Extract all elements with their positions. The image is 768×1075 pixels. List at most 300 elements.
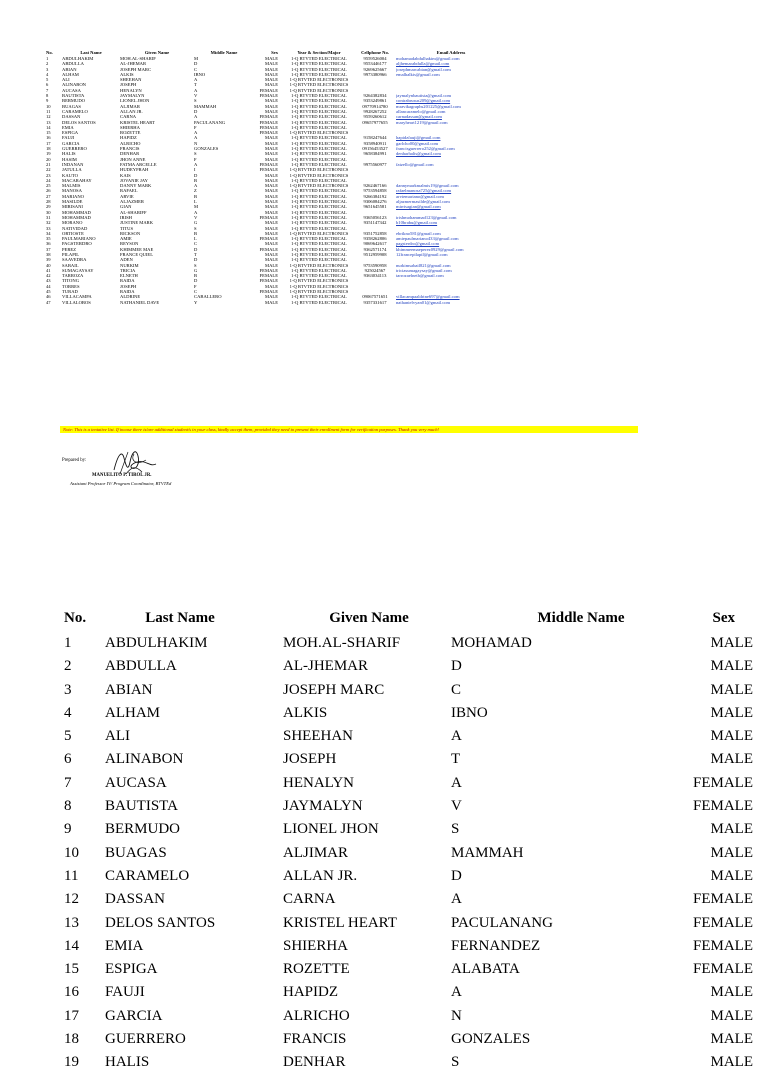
last-name-cell: HALIS [62,151,76,157]
cellphone-cell: 9306084276 [363,199,387,205]
email-cell[interactable]: francisguerrero252@gmail.com [396,146,455,152]
last-name-cell: JATULLA [62,167,82,173]
middle-name-cell: PACULANANG [451,914,553,931]
year-section-cell: 1-Q BTVTED ELECTRICAL [291,220,347,226]
table-row [0,725,768,748]
year-section-cell: 1-Q BTVTED ELECTRICAL [291,93,347,99]
given-name-cell: CARNA [283,891,336,908]
last-name-cell: GUERRERO [105,1031,186,1048]
sex-cell: FEMALE [259,278,278,284]
middle-name-cell: B [194,230,198,236]
year-section-cell: 1-Q BTVTED ELECTRICAL [291,71,347,77]
table-row [0,772,768,795]
cellphone-cell: 9928267252 [363,108,387,114]
email-cell[interactable]: irishmohammad123@gmail.com [396,214,457,220]
row-number-cell: 8 [46,93,49,99]
header-sex: Sex [271,50,278,55]
given-name-cell: SHEEHAN [120,77,142,83]
row-number-cell: 5 [46,77,49,83]
row-number-cell: 13 [64,914,79,931]
signatory-title: Assistant Professor IV/ Program Coordinator, BTVTEd [70,481,172,486]
cellphone-cell: 9512959908 [363,251,387,257]
cellphone-cell: 9753594858 [363,188,387,194]
given-name-cell: KRISTEL HEART [283,914,397,931]
sex-cell: MALE [710,867,753,884]
year-section-cell: 1-Q BTVTED ELECTRONICS [289,82,349,88]
cellphone-cell: 09657977655 [362,119,388,125]
email-cell[interactable]: triciasumagaysay@gmail.com [396,267,452,273]
sex-cell: MALE [264,61,278,67]
last-name-cell: TARROZA [62,273,84,279]
given-name-cell: NURKIM [120,262,139,268]
email-cell[interactable]: b10brabu@gmail.com [396,220,438,226]
given-name-cell: AL-JHEMAR [283,658,368,675]
email-cell[interactable]: aljazmermasilde@gmail.com [396,199,450,205]
email-cell[interactable]: tarrozaelneth@gmail.com [396,273,444,279]
middle-name-cell: V [451,798,462,815]
middle-name-cell: V [194,93,198,99]
email-cell[interactable]: dannymarkmalmis19@gmail.com [396,183,459,189]
year-section-cell: 1-Q BTVTED ELECTRONICS [289,262,349,268]
table-row [0,795,768,818]
last-name-cell: DASSAN [62,114,81,120]
cellphone-cell: 9266384192 [363,193,387,199]
row-number-cell: 14 [46,124,51,130]
last-name-cell: FAUJI [105,984,145,1001]
year-section-cell: 1-Q BTVTED ELECTRICAL [291,267,347,273]
email-cell[interactable]: villacampaaldrine697@gmail.com [396,294,460,300]
year-section-cell: 1-Q BTVTED ELECTRICAL [291,98,347,104]
middle-name-cell: T [451,751,461,768]
email-cell[interactable]: ebrikno581@gmail.com [396,230,441,236]
row-number-cell: 38 [46,251,51,257]
year-section-cell: 1-Q BTVTED ELECTRICAL [291,66,347,72]
middle-name-cell: L [194,236,197,242]
middle-name-cell: MOHAMAD [451,635,532,651]
sex-cell: MALE [264,257,278,263]
row-number-cell: 11 [46,108,51,114]
given-name-cell: LIONEL JHON [120,98,150,104]
given-name-cell: ALJAZMER [120,199,144,205]
middle-name-cell: L [194,199,197,205]
email-cell[interactable]: nurkimsabail821@gmail.com [396,262,451,268]
year-section-cell: 1-Q BTVTED ELECTRONICS [289,172,349,178]
email-cell[interactable]: jaymalynbautista@gmail.com [396,93,452,99]
year-section-cell: 1-Q BTVTED ELECTRONICS [289,87,349,93]
year-section-cell: 1-Q BTVTED ELECTRONICS [289,283,349,289]
middle-name-cell: CABALLERO [194,294,222,300]
year-section-cell: 1-Q BTVTED ELECTRICAL [291,251,347,257]
middle-name-cell: D [194,278,198,284]
sex-cell: MALE [710,704,753,721]
tentative-list-note: Note: This is a tentative list. If incase there is/are additional student/s in your class, kindly accept them, provided they need to present their enrollment form for verification purposes. Thank you very much! [60,426,638,433]
given-name-cell: FRANCE QUIEL [120,251,154,257]
email-cell[interactable]: mirrisagian@gmail.com [396,204,441,210]
table-row [0,888,768,911]
year-section-cell: 1-Q BTVTED ELECTRICAL [291,188,347,194]
year-section-cell: 1-Q BTVTED ELECTRICAL [291,199,347,205]
middle-name-cell: C [194,241,198,247]
given-name-cell: MOH.AL-SHARIF [120,56,156,61]
middle-name-cell: S [451,1054,460,1071]
sex-cell: FEMALE [259,119,278,125]
row-number-cell: 31 [46,214,51,220]
email-cell[interactable]: denharhalis@gmail.com [396,151,441,157]
year-section-cell: 1-Q BTVTED ELECTRICAL [291,294,347,300]
header-last-name: Last Name [80,50,102,55]
given-name-cell: DANNY MARK [120,183,152,189]
row-number-cell: 15 [64,961,79,978]
sex-cell: FEMALE [259,93,278,99]
given-name-cell: HAPIDZ [283,984,338,1001]
year-section-cell: 1-Q BTVTED ELECTRICAL [291,257,347,263]
row-number-cell: 23 [46,172,51,178]
middle-name-cell: F [194,124,197,130]
middle-name-cell: A [194,87,198,93]
email-cell[interactable]: allancaramelo@gmail.com [396,108,446,114]
cellphone-cell: 9358262806 [363,236,387,242]
small-student-table [42,50,602,305]
email-cell[interactable]: garlcho00@gmail.com [396,140,439,146]
email-cell[interactable]: emalhalkis@gmail.com [396,71,440,77]
last-name-cell: PEREZ [62,246,77,252]
header-year-section: Year & Section/Major [297,50,341,55]
last-name-cell: BAUTISTA [62,93,85,99]
year-section-cell: 1-Q BTVTED ELECTRONICS [289,289,349,295]
sex-cell: MALE [264,172,278,178]
row-number-cell: 7 [64,774,72,791]
table-row [0,632,768,655]
given-name-cell: ALJIMAR [283,844,349,861]
last-name-cell: GARCIA [62,140,80,146]
sex-cell: MALE [710,681,753,698]
given-name-cell: ROZETTE [120,130,141,136]
sex-cell: MALE [264,209,278,215]
cellphone-cell: 9353249861 [363,98,387,104]
sex-cell: MALE [264,156,278,162]
sex-cell: MALE [264,241,278,247]
row-number-cell: 3 [64,681,72,698]
sex-cell: MALE [264,220,278,226]
cellphone-cell: 9351752858 [363,230,387,236]
middle-name-cell: G [194,220,198,226]
last-name-cell: BUAGAS [105,844,167,861]
table-row [0,818,768,841]
given-name-cell: LIONEL JHON [283,821,379,838]
year-section-cell: 1-Q BTVTED ELECTRICAL [291,119,347,125]
last-name-cell: MOHAMMAD [62,209,91,215]
sex-cell: MALE [264,66,278,72]
row-number-cell: 3 [46,66,49,72]
table-row [0,679,768,702]
table-row [0,912,768,935]
cellphone-cell: 9975560977 [363,161,387,167]
year-section-cell: 1-Q BTVTED ELECTRICAL [291,241,347,247]
sex-cell: FEMALE [259,246,278,252]
given-name-cell: IRISH [120,214,132,220]
last-name-cell: MACARAHAY [62,177,92,183]
given-name-cell: FRANCIS [283,1031,347,1048]
given-name-cell: RAIDA [120,278,135,284]
middle-name-cell: Y [194,299,198,305]
last-name-cell: SAAVEDRA [62,257,87,263]
given-name-cell: NATHANIEL DAVE [120,299,160,305]
row-number-cell: 24 [46,177,51,183]
sex-cell: MALE [710,635,753,651]
header-cellphone: Cellphone No. [361,50,389,55]
last-name-cell: PILAPIL [62,251,80,257]
last-name-cell: ABDULLA [62,61,84,67]
middle-name-cell: ALABATA [451,961,520,978]
middle-name-cell: D [451,867,462,884]
middle-name-cell: IBNO [451,704,488,721]
table-row [0,842,768,865]
cellphone-cell: 9351147342 [363,220,387,226]
row-number-cell: 2 [46,61,49,67]
given-name-cell: JOSEPH [120,82,137,88]
cellphone-cell: 09770914780 [362,103,388,109]
year-section-cell: 1-Q BTVTED ELECTRICAL [291,156,347,162]
given-name-cell: JOSEPH [120,283,137,289]
last-name-cell: DASSAN [105,891,166,908]
year-section-cell: 1-Q BTVTED ELECTRICAL [291,124,347,130]
email-cell[interactable]: hapidzfauji@gmail.com [396,135,441,141]
email-cell[interactable]: arviemariano@gmail.com [396,193,444,199]
given-name-cell: HENALYN [120,87,142,93]
given-name-cell: RAFAEL [120,188,138,194]
row-number-cell: 16 [46,135,51,141]
email-cell[interactable]: 12francepilapil@gmail.com [396,251,448,257]
header-no: No. [46,50,53,55]
last-name-cell: BUAGAS [62,103,81,109]
last-name-cell: MIRISANI [62,204,83,210]
last-name-cell: AUCASA [62,87,81,93]
middle-name-cell: M [194,56,199,61]
middle-name-cell: GONZALES [451,1031,531,1048]
email-cell[interactable]: aljhemarabdulla@gmail.com [396,61,450,67]
row-number-cell: 9 [64,821,72,838]
large-header-no: No. [64,610,87,626]
last-name-cell: ABIAN [105,681,153,698]
row-number-cell: 40 [46,262,51,268]
year-section-cell: 1-Q BTVTED ELECTRICAL [291,273,347,279]
cellphone-cell: 9262467166 [363,183,387,189]
sex-cell: MALE [710,844,753,861]
row-number-cell: 18 [46,146,51,152]
middle-name-cell: F [194,283,197,289]
sex-cell: MALE [264,146,278,152]
table-row [42,300,602,305]
cellphone-cell: 9362571174 [363,246,387,252]
year-section-cell: 1-Q BTVTED ELECTRONICS [289,278,349,284]
row-number-cell: 28 [46,199,51,205]
row-number-cell: 11 [64,867,79,884]
table-row [0,702,768,725]
given-name-cell: SHIERHA [120,124,140,130]
cellphone-cell: 9269625667 [363,66,387,72]
given-name-cell: JOSEPH MARC [120,66,152,72]
last-name-cell: INDANAN [62,161,84,167]
cellphone-cell: 9753590958 [363,262,387,268]
last-name-cell: BERMUDO [105,821,181,838]
sex-cell: FEMALE [259,273,278,279]
middle-name-cell: MAMMAH [194,103,217,109]
sex-cell: MALE [264,204,278,210]
middle-name-cell: T [194,82,197,88]
last-name-cell: ALINABON [105,751,184,768]
year-section-cell: 1-Q BTVTED ELECTRICAL [291,209,347,215]
row-number-cell: 16 [64,984,79,1001]
year-section-cell: 1-Q BTVTED ELECTRONICS [289,230,349,236]
small-table-body [42,56,602,305]
sex-cell: MALE [264,177,278,183]
middle-name-cell: B [194,193,198,199]
sex-cell: FEMALE [259,161,278,167]
sex-cell: FEMALE [693,914,753,931]
row-number-cell: 36 [46,241,51,247]
row-number-cell: 17 [64,1007,79,1024]
sex-cell: MALE [710,821,753,838]
year-section-cell: 1-Q BTVTED ELECTRICAL [291,135,347,141]
email-cell[interactable]: rafaelmanosa725@gmail.com [396,188,452,194]
table-row [0,935,768,958]
last-name-cell: GUERRERO [62,146,87,152]
email-cell[interactable]: nathanielvyan01@gmail.com [396,299,451,305]
email-cell[interactable]: khimmeemaeperez0929@gmail.com [396,246,464,252]
cellphone-cell: 09067571651 [362,294,388,300]
cellphone-cell: 9553446177 [363,61,387,67]
given-name-cell: JHON ANNE [120,156,146,162]
sex-cell: MALE [264,251,278,257]
row-number-cell: 6 [64,751,72,768]
row-number-cell: 33 [46,225,51,231]
given-name-cell: GIAN [120,204,132,210]
large-header-last-name: Last Name [145,610,215,626]
middle-name-cell: A [194,135,198,141]
sex-cell: MALE [710,728,753,745]
middle-name-cell: D [194,257,198,263]
table-row [0,958,768,981]
middle-name-cell: V [194,214,198,220]
last-name-cell: BERMUDO [62,98,85,104]
email-cell[interactable]: mravikagraphs201225@gmail.com [396,103,461,109]
sex-cell: MALE [264,193,278,199]
middle-name-cell: B [194,177,198,183]
row-number-cell: 27 [46,193,51,199]
email-cell[interactable]: maryheart1219@gmail.com [396,119,448,125]
row-number-cell: 6 [46,82,49,88]
header-email: Email Address [436,50,466,55]
row-number-cell: 9 [46,98,49,104]
sex-cell: FEMALE [259,130,278,136]
sex-cell: MALE [264,98,278,104]
email-cell[interactable]: carnadassan@gmail.com [396,114,442,120]
email-cell[interactable]: contrabrusus209@gmail.com [396,98,451,104]
given-name-cell: ROZETTE [283,961,350,978]
middle-name-cell: C [451,681,462,698]
middle-name-cell: D [194,246,198,252]
row-number-cell: 26 [46,188,51,194]
middle-name-cell: M [194,204,199,210]
cellphone-cell: 9365056123 [363,214,387,220]
sex-cell: MALE [264,82,278,88]
given-name-cell: KRISTEL HEART [120,119,155,125]
middle-name-cell: C [194,66,198,72]
middle-name-cell: N [194,140,198,146]
given-name-cell: CARNA [120,114,137,120]
sex-cell: MALE [264,225,278,231]
sex-cell: MALE [710,751,753,768]
table-row [0,1005,768,1028]
row-number-cell: 1 [64,635,72,651]
middle-name-cell: GONZALES [194,146,219,152]
last-name-cell: ALHAM [62,71,79,77]
email-cell[interactable]: josephmarcabian@gmail.com [396,66,451,72]
last-name-cell: AUCASA [105,774,167,791]
table-row [0,1028,768,1051]
year-section-cell: 1-Q BTVTED ELECTRONICS [289,130,349,136]
last-name-cell: EMIA [105,937,144,954]
sex-cell: FEMALE [259,167,278,173]
sex-cell: FEMALE [693,937,753,954]
year-section-cell: 1-Q BTVTED ELECTRICAL [291,146,347,152]
last-name-cell: ESPIGA [62,130,79,136]
sex-cell: MALE [264,103,278,109]
email-cell[interactable]: fatzello@gmail.com [396,161,434,167]
large-student-table [0,604,768,1075]
given-name-cell: JOSEPH [283,751,337,768]
row-number-cell: 10 [46,103,51,109]
last-name-cell: ESPIGA [105,961,158,978]
cellphone-cell: 9651645581 [363,204,387,210]
last-name-cell: VILLALOBOS [62,299,91,305]
given-name-cell: AL-SHARIFF [120,209,147,215]
large-header-sex: Sex [712,610,735,626]
last-name-cell: MALMIS [62,183,81,189]
cellphone-cell: 9158247644 [363,135,387,141]
last-name-cell: VILLACAMPA [62,294,92,300]
last-name-cell: BAUTISTA [105,798,178,815]
email-cell[interactable]: mohamadabdulhakim@gmail.com [396,56,460,61]
last-name-cell: TORRES [62,283,80,289]
row-number-cell: 2 [64,658,72,675]
given-name-cell: JOSEPH MARC [283,681,385,698]
middle-name-cell: S [194,98,197,104]
year-section-cell: 1-Q BTVTED ELECTRICAL [291,161,347,167]
last-name-cell: MORANO [62,220,83,226]
sex-cell: MALE [710,1031,753,1048]
middle-name-cell: F [194,156,197,162]
given-name-cell: KAIS [120,172,131,178]
given-name-cell: KHIMMEE MAE [120,246,154,252]
given-name-cell: ALLAN JR. [283,867,358,884]
signatory-name: MANUELITO P. TIROL JR. [92,473,152,478]
year-section-cell: 1-Q BTVTED ELECTRICAL [291,151,347,157]
middle-name-cell: A [451,774,462,791]
row-number-cell: 14 [64,937,79,954]
year-section-cell: 1-Q BTVTED ELECTRICAL [291,108,347,114]
row-number-cell: 22 [46,167,51,173]
middle-name-cell: Z [194,188,197,194]
middle-name-cell: A [451,728,462,745]
large-header-middle-name: Middle Name [537,610,625,626]
email-cell[interactable]: amiepaulmariano433@gmail.com [396,236,459,242]
row-number-cell: 35 [46,236,51,242]
middle-name-cell: B [194,273,198,279]
sex-cell: FEMALE [693,961,753,978]
email-cell[interactable]: pagsterdro@gmail.com [396,241,440,247]
last-name-cell: SUMAGAYSAY [62,267,94,273]
